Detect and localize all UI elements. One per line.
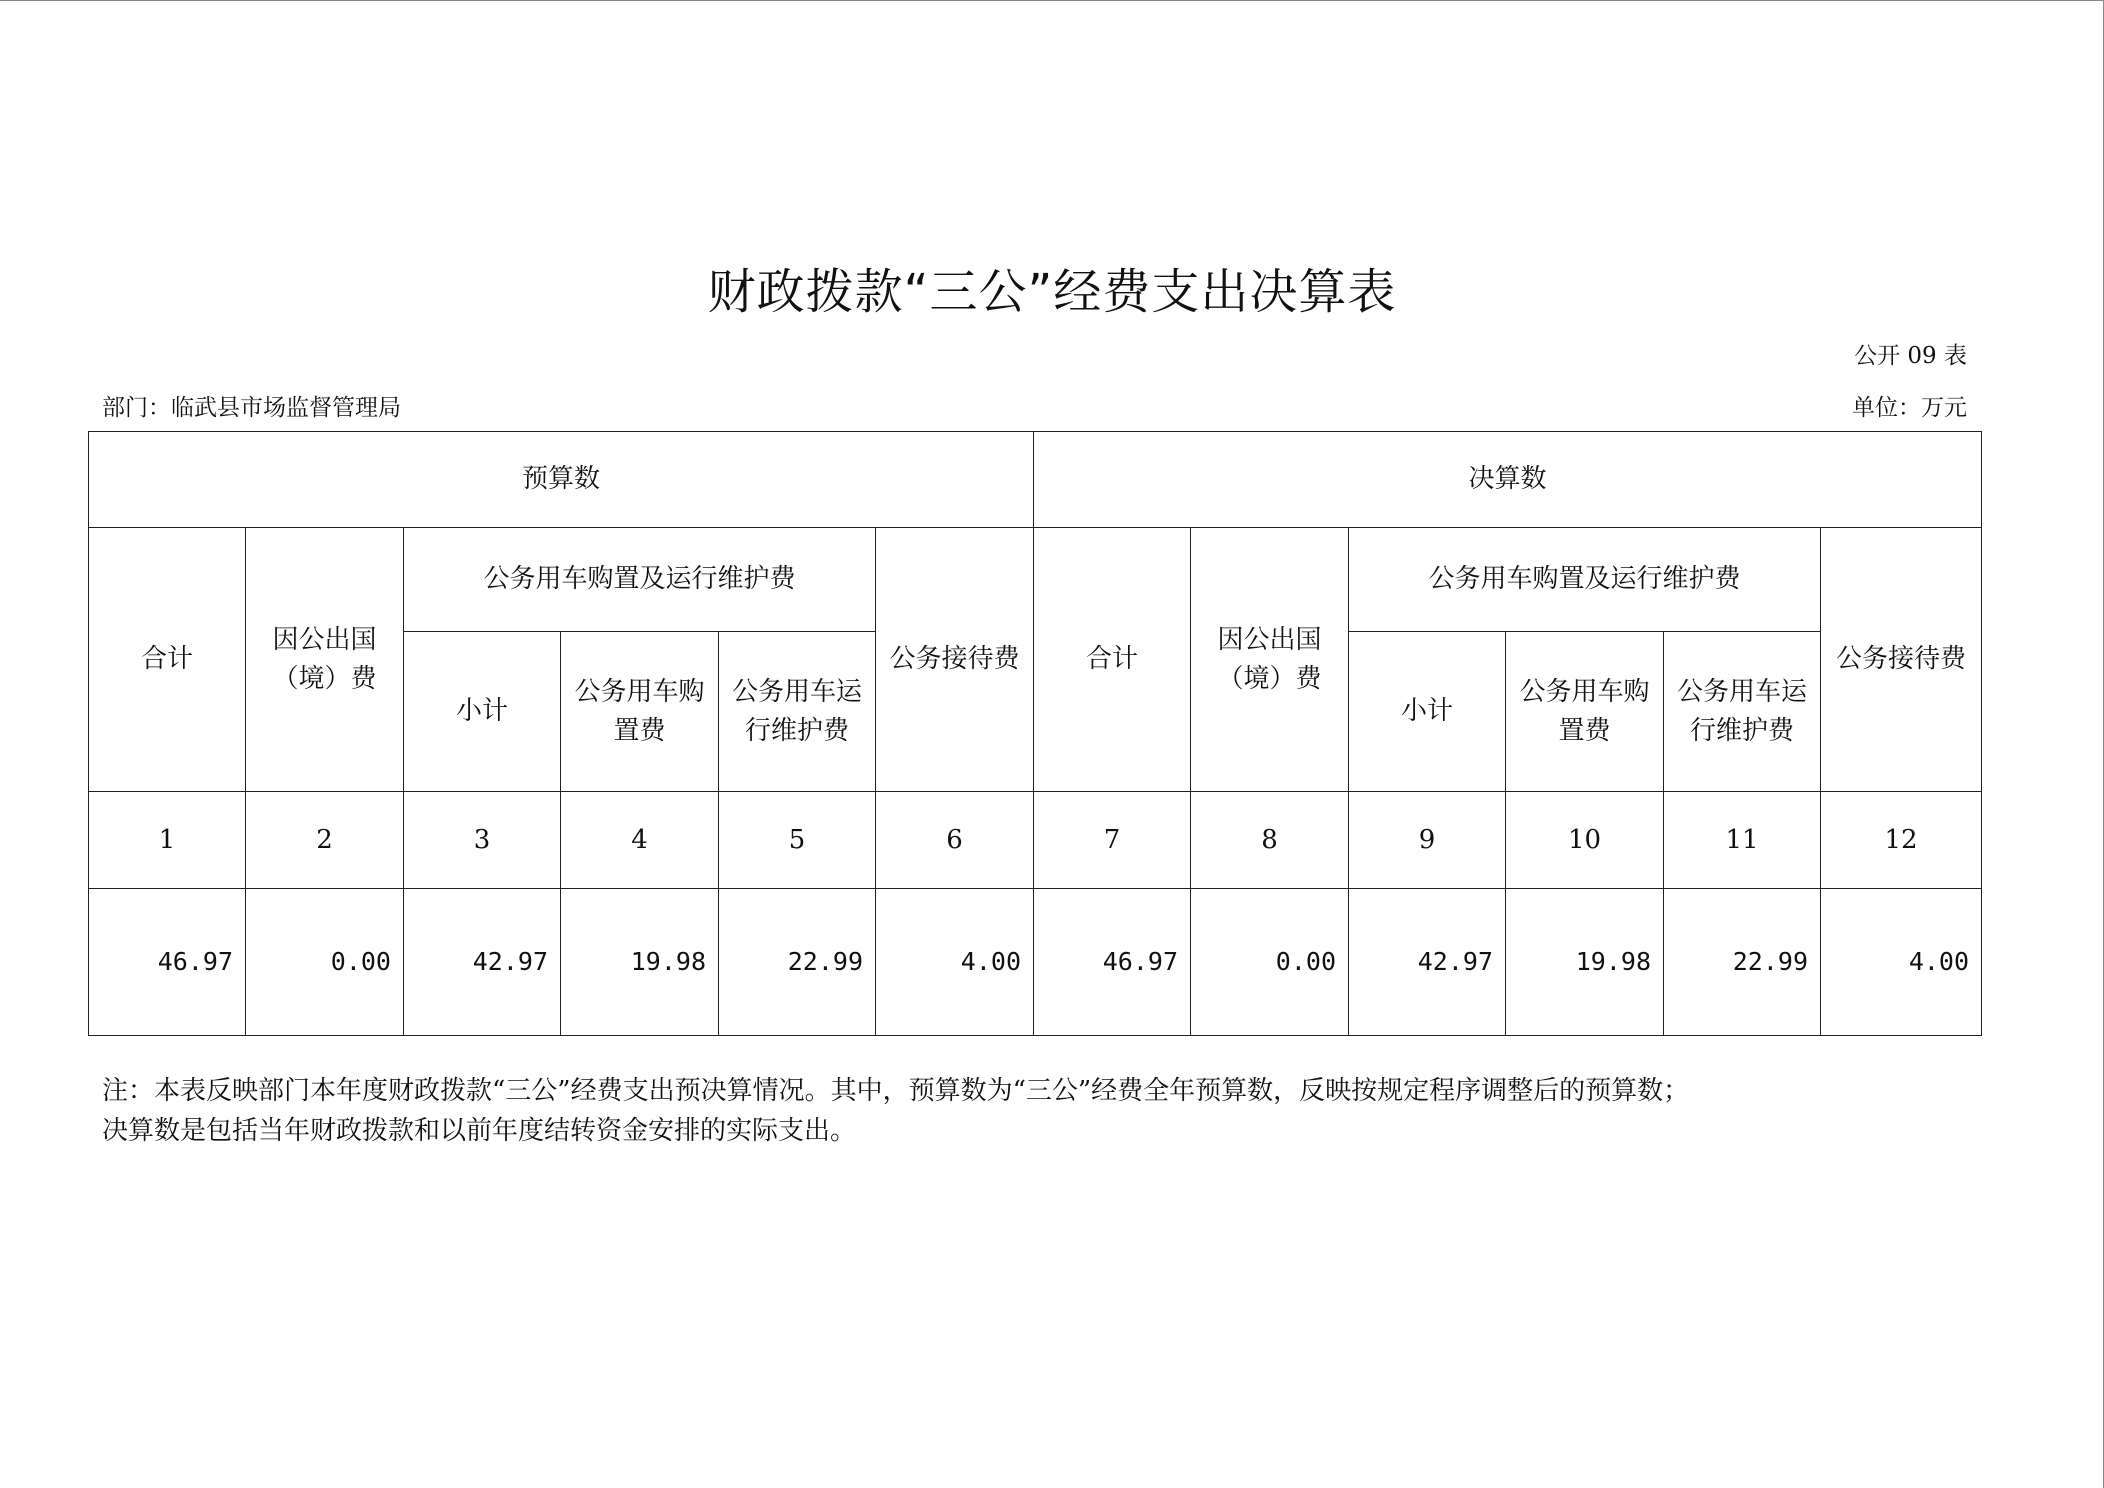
- value-cell: 46.97: [1034, 889, 1191, 1036]
- final-vehicle-group-header: 公务用车购置及运行维护费: [1349, 528, 1821, 632]
- column-number-row: [89, 792, 1982, 889]
- final-vehicle-purchase-header: 公务用车购置费: [1506, 632, 1664, 792]
- column-number: 9: [1349, 792, 1506, 889]
- budget-reception-header: 公务接待费: [876, 528, 1034, 792]
- column-number: 5: [719, 792, 876, 889]
- value-cell: 19.98: [1506, 889, 1664, 1036]
- footnote-line: 注：本表反映部门本年度财政拨款“三公”经费支出预决算情况。其中，预算数为“三公”经费全年预算数，反映按规定程序调整后的预算数；: [102, 1076, 1690, 1106]
- value-cell: 42.97: [404, 889, 561, 1036]
- value-cell: 19.98: [561, 889, 719, 1036]
- budget-vehicle-purchase-header: 公务用车购置费: [561, 632, 719, 792]
- column-number: 4: [561, 792, 719, 889]
- final-total-header: 合计: [1034, 528, 1191, 792]
- final-reception-header: 公务接待费: [1821, 528, 1982, 792]
- budget-subtotal-header: 小计: [404, 632, 561, 792]
- budget-header: 预算数: [89, 432, 1034, 528]
- page-title: 财政拨款“三公”经费支出决算表: [707, 264, 1397, 320]
- budget-vehicle-maintenance-header: 公务用车运行维护费: [719, 632, 876, 792]
- value-cell: 4.00: [876, 889, 1034, 1036]
- budget-abroad-header: 因公出国（境）费: [246, 528, 404, 792]
- column-number: 12: [1821, 792, 1982, 889]
- final-subtotal-header: 小计: [1349, 632, 1506, 792]
- table-header-row: [89, 528, 1982, 632]
- department-label: 部门：临武县市场监督管理局: [102, 395, 401, 421]
- value-cell: 0.00: [1191, 889, 1349, 1036]
- value-cell: 4.00: [1821, 889, 1982, 1036]
- budget-total-header: 合计: [89, 528, 246, 792]
- column-number: 10: [1506, 792, 1664, 889]
- column-number: 2: [246, 792, 404, 889]
- value-cell: 22.99: [719, 889, 876, 1036]
- column-number: 1: [89, 792, 246, 889]
- final-abroad-header: 因公出国（境）费: [1191, 528, 1349, 792]
- table-row: [89, 889, 1982, 1036]
- column-number: 3: [404, 792, 561, 889]
- column-number: 11: [1664, 792, 1821, 889]
- value-cell: 42.97: [1349, 889, 1506, 1036]
- expense-table: [88, 431, 1982, 1036]
- form-number: 公开 09 表: [1854, 343, 1967, 369]
- unit-label: 单位：万元: [1852, 395, 1967, 421]
- budget-vehicle-group-header: 公务用车购置及运行维护费: [404, 528, 876, 632]
- table-header-row: [89, 432, 1982, 528]
- value-cell: 22.99: [1664, 889, 1821, 1036]
- final-header: 决算数: [1034, 432, 1982, 528]
- value-cell: 46.97: [89, 889, 246, 1036]
- column-number: 8: [1191, 792, 1349, 889]
- footnote: [102, 1071, 1992, 1151]
- final-vehicle-maintenance-header: 公务用车运行维护费: [1664, 632, 1821, 792]
- column-number: 6: [876, 792, 1034, 889]
- footnote-line: 决算数是包括当年财政拨款和以前年度结转资金安排的实际支出。: [102, 1116, 857, 1146]
- column-number: 7: [1034, 792, 1191, 889]
- value-cell: 0.00: [246, 889, 404, 1036]
